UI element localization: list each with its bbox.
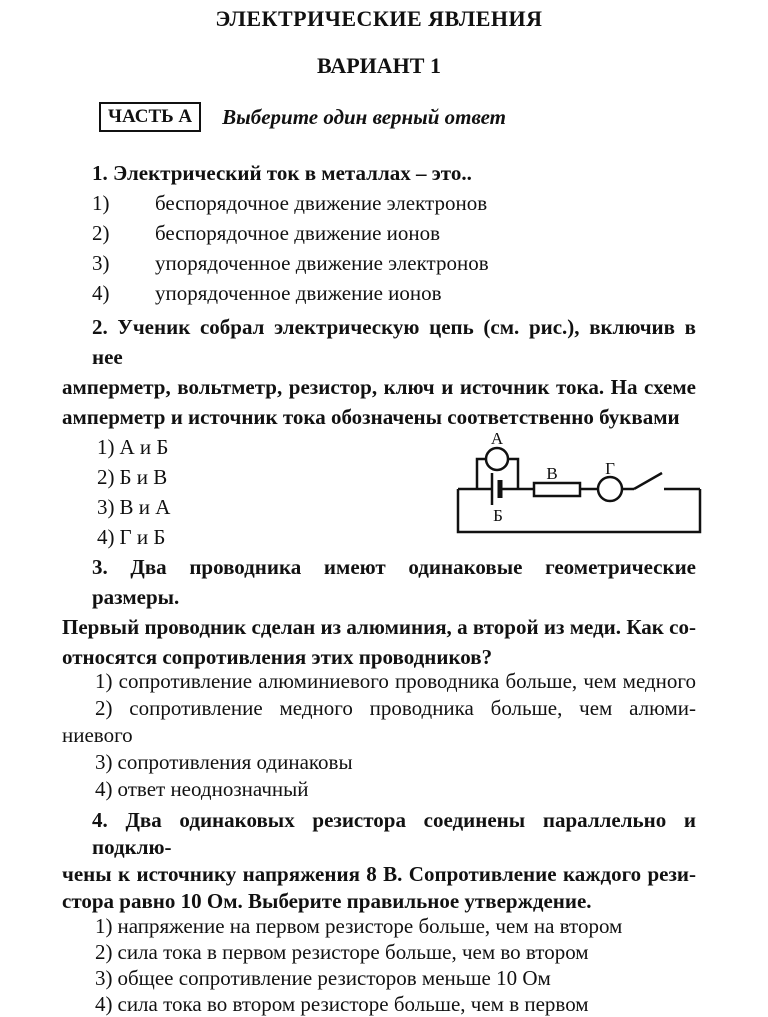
answer-option (62, 278, 696, 308)
question-3-options (62, 668, 696, 803)
circuit-diagram (450, 426, 710, 541)
answer-option (62, 218, 696, 248)
option-number: 2) (97, 465, 115, 489)
option-number: 1) (97, 435, 115, 459)
option-number: 2) (95, 696, 113, 720)
option-number: 3) (95, 966, 113, 990)
option-number: 2) (92, 221, 110, 245)
test-page (0, 6, 768, 1016)
option-text: общее сопротивление резисторов меньше 10 Ом (117, 966, 551, 990)
question-line: 2. Ученик собрал электрическую цепь (см. рис.), включив в нее (92, 315, 696, 369)
option-number: 1) (95, 669, 113, 693)
question-line: Первый проводник сделан из алюминия, а второй из меди. Как со- (62, 615, 696, 639)
question-line: амперметр и источник тока обозначены соответственно буквами (62, 405, 680, 429)
wire (477, 459, 486, 489)
option-number: 4) (95, 777, 113, 801)
option-text: напряжение на первом резисторе больше, чем на втором (117, 914, 623, 938)
answer-option (62, 668, 696, 695)
option-text: сопротивление алюминиевого проводника больше, чем медного (118, 669, 697, 693)
part-a-box: ЧАСТЬ А (99, 102, 201, 132)
question-line: чены к источнику напряжения 8 В. Сопротивление каждого рези- (62, 862, 696, 886)
wire (508, 459, 518, 489)
figure-label-battery: Б (493, 506, 503, 525)
question-line: стора равно 10 Ом. Выберите правильное утверждение. (62, 889, 592, 913)
page-title: ЭЛЕКТРИЧЕСКИЕ ЯВЛЕНИЯ (215, 6, 543, 31)
answer-option (62, 749, 696, 776)
option-text: Б и В (119, 465, 168, 489)
variant-title: ВАРИАНТ 1 (317, 53, 441, 78)
question-line: 4. Два одинаковых резистора соединены параллельно и подклю- (92, 808, 696, 859)
option-number: 4) (97, 525, 115, 549)
part-a-instruction: Выберите один верный ответ (222, 104, 507, 129)
option-text: беспорядочное движение ионов (155, 221, 441, 245)
option-text: ответ неоднозначный (117, 777, 309, 801)
question-2-text (62, 312, 696, 432)
question-2-options-and-figure (62, 429, 696, 552)
option-text: сила тока во втором резисторе больше, чем в первом (117, 992, 589, 1016)
option-text: сопротивление медного проводника больше, чем алюми- (129, 696, 696, 720)
option-text: упорядоченное движение электронов (155, 251, 489, 275)
switch-blade-icon (634, 473, 662, 489)
option-text: Г и Б (119, 525, 166, 549)
figure-label-device: Г (605, 459, 615, 478)
question-1-options (62, 188, 696, 308)
question-1-heading: 1. Электрический ток в металлах – это.. (92, 161, 472, 185)
device-circle (598, 477, 622, 501)
option-text: А и Б (119, 435, 169, 459)
answer-option (62, 188, 696, 218)
answer-option (62, 991, 696, 1017)
question-4-text (62, 807, 696, 915)
part-a-header (99, 102, 696, 132)
option-continuation: ниевого (62, 723, 133, 747)
ammeter-circle (486, 448, 508, 470)
answer-option (62, 248, 696, 278)
option-text: упорядоченное движение ионов (155, 281, 442, 305)
answer-option (62, 965, 696, 991)
question-line: 3. Два проводника имеют одинаковые геометрические размеры. (92, 555, 696, 609)
option-text: В и А (119, 495, 171, 519)
option-number: 1) (95, 914, 113, 938)
option-number: 3) (92, 251, 110, 275)
option-text: сопротивления одинаковы (117, 750, 353, 774)
figure-label-ammeter: А (490, 429, 504, 448)
option-number: 2) (95, 940, 113, 964)
option-number: 1) (92, 191, 110, 215)
option-number: 3) (95, 750, 113, 774)
figure-label-resistor: В (546, 464, 558, 483)
option-number: 3) (97, 495, 115, 519)
option-number: 4) (92, 281, 110, 305)
option-text: беспорядочное движение электронов (155, 191, 488, 215)
option-number: 4) (95, 992, 113, 1016)
question-line: относятся сопротивления этих проводников? (62, 645, 493, 669)
question-line: амперметр, вольтметр, резистор, ключ и источник тока. На схеме (62, 375, 696, 399)
question-4-options (62, 913, 696, 1017)
answer-option (62, 776, 696, 803)
answer-option (62, 913, 696, 939)
resistor-icon (534, 483, 580, 496)
answer-option (62, 939, 696, 965)
answer-option (62, 695, 696, 722)
option-text: сила тока в первом резисторе больше, чем во втором (117, 940, 589, 964)
question-3-text (62, 552, 696, 672)
